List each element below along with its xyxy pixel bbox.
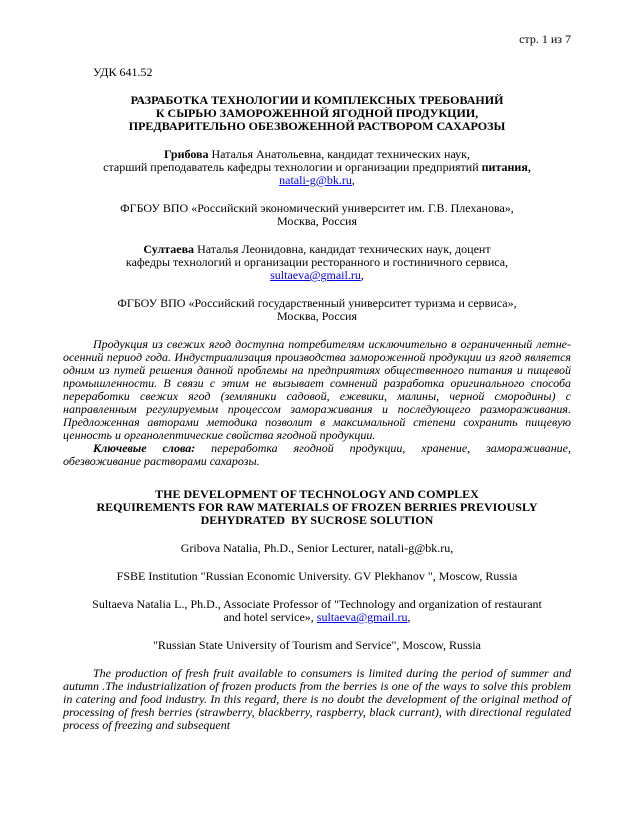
email-suffix: , — [360, 268, 364, 282]
author-en-line2 — [63, 611, 571, 624]
email-suffix: , — [351, 173, 355, 187]
author-position-text-bold: питания, — [481, 160, 531, 174]
title-english-line: REQUIREMENTS FOR RAW MATERIALS OF FROZEN BERRIES PREVIOUSLY — [96, 500, 538, 514]
affiliation-name: ФГБОУ ВПО «Российский государственный университет туризма и сервиса», — [117, 296, 517, 310]
keywords-russian — [63, 442, 571, 468]
email-link-sultaeva[interactable]: sultaeva@gmail.ru — [270, 268, 361, 282]
keywords-text: переработка ягодной продукции, хранение, замораживание, обезвоживание растворами сахарозы. — [63, 441, 572, 468]
email-link-sultaeva-en[interactable]: sultaeva@gmail.ru — [316, 610, 408, 624]
author-surname: Грибова — [164, 147, 209, 161]
page-indicator: стр. 1 из 7 — [519, 32, 571, 46]
udc-code: УДК 641.52 — [93, 65, 153, 79]
author-block-sultaeva-ru — [63, 243, 571, 282]
affiliation-city: Москва, Россия — [277, 214, 357, 228]
author-email-line — [63, 269, 571, 282]
title-russian-line: К СЫРЬЮ ЗАМОРОЖЕННОЙ ЯГОДНОЙ ПРОДУКЦИИ, — [155, 106, 479, 120]
author-sultaeva-en — [63, 598, 571, 624]
author-en-line2-text: and hotel service», — [223, 610, 317, 624]
keywords-label: Ключевые слова: — [93, 441, 196, 455]
title-english — [63, 488, 571, 527]
author-position-line: кафедры технологий и организации ресторанного и гостиничного сервиса, — [125, 255, 509, 269]
author-position-text: старший преподаватель кафедры технологии и организации предприятий — [103, 160, 482, 174]
email-suffix: , — [407, 610, 411, 624]
author-email-line — [63, 174, 571, 187]
affiliation-plekhanov-en: FSBE Institution "Russian Economic University. GV Plekhanov ", Moscow, Russia — [116, 569, 518, 583]
affiliation-tourism-en: "Russian State University of Tourism and Service", Moscow, Russia — [153, 638, 481, 652]
title-russian-line: РАЗРАБОТКА ТЕХНОЛОГИИ И КОМПЛЕКСНЫХ ТРЕБОВАНИЙ — [130, 93, 504, 107]
title-russian-line: ПРЕДВАРИТЕЛЬНО ОБЕЗВОЖЕННОЙ РАСТВОРОМ САХАРОЗЫ — [128, 119, 506, 133]
author-en-line1: Sultaeva Natalia L., Ph.D., Associate Professor of "Technology and organization of restaurant — [92, 597, 542, 611]
abstract-english: The production of fresh fruit available to consumers is limited during the period of summer and autumn .The industrialization of frozen products from the berries is one of the ways to solve this problem in catering and food industry. In this regard, there is no doubt the development of the original method of processing of fresh berries (strawberry, blackberry, raspberry, black currant), with directional regulated process of freezing and subsequent — [63, 666, 571, 732]
title-english-line: DEHYDRATED BY SUCROSE SOLUTION — [200, 513, 434, 527]
affiliation-name: ФГБОУ ВПО «Российский экономический университет им. Г.В. Плеханова», — [120, 201, 514, 215]
affiliation-tourism-ru — [63, 297, 571, 323]
title-english-line: THE DEVELOPMENT OF TECHNOLOGY AND COMPLEX — [155, 487, 479, 501]
author-gribova-en: Gribova Natalia, Ph.D., Senior Lecturer, natali-g@bk.ru, — [180, 541, 454, 555]
affiliation-city: Москва, Россия — [277, 309, 357, 323]
author-surname: Султаева — [143, 242, 195, 256]
abstract-russian: Продукция из свежих ягод доступна потребителям исключительно в ограниченный летне-осенний период года. Индустриализация производства замороженной продукции из ягод является одним из путей решения данной проблемы на предприятиях общественного питания и пищевой промышленности. В связи с этим не вызывает сомнений разработка оригинального способа переработки свежих ягод (земляники садовой, ежевики, малины, черной смородины) с направленным регулируемым процессом замораживания и последующего размораживания. Предложенная авторами методика позволит в максимальной степени сохранить пищевую ценность и органолептические свойства ягодной продукции. — [63, 337, 571, 442]
author-credentials: Наталья Леонидовна, кандидат технических наук, доцент — [194, 242, 491, 256]
affiliation-plekhanov-ru — [63, 202, 571, 228]
author-credentials: Наталья Анатольевна, кандидат технических наук, — [208, 147, 470, 161]
email-link-gribova[interactable]: natali-g@bk.ru — [279, 173, 352, 187]
author-block-gribova-ru — [63, 148, 571, 187]
title-russian — [63, 94, 571, 133]
